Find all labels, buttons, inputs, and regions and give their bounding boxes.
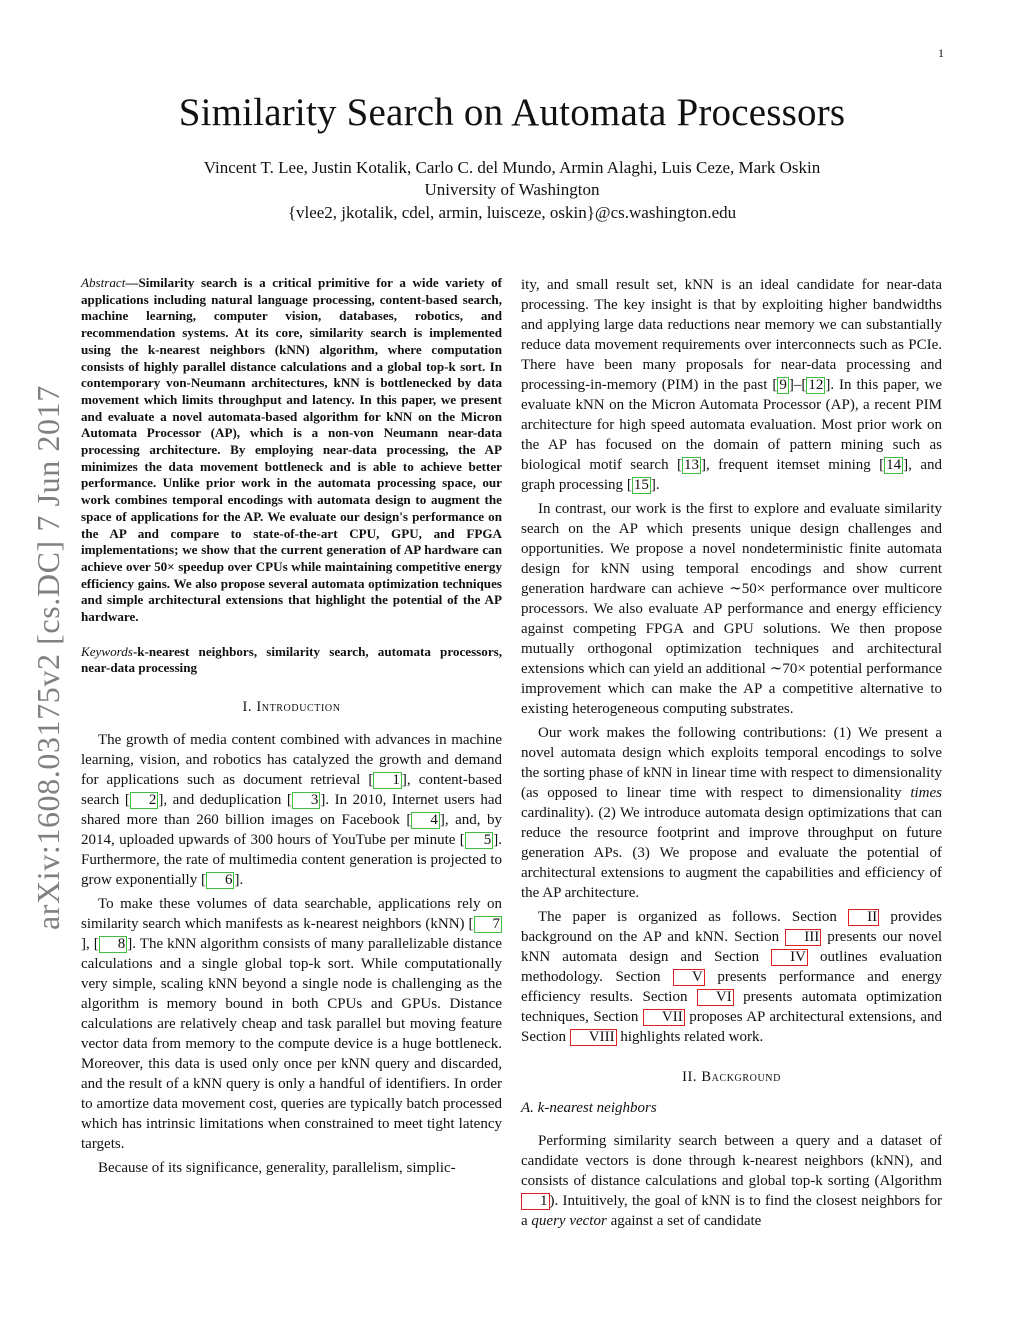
intro-paragraph-3-continued: ity, and small result set, kNN is an ideal candidate for near-data processing. The key insight is that by exploiting higher bandwidths and applying large data reductions near memory we can substantially reduce data movement requirements over interconnects such as PCIe. There have been many proposals for near-data processing and processing-in-memory (PIM) in the past [ 9 ]–[ 12 ]. In this paper, we evaluate kNN on the Micron Automata Processor (AP), a recent PIM architecture for high speed automata evaluation. Most prior work on the AP has focused on the domain of pattern mining such as biological motif search [ 13 ], frequent itemset mining [ 14 ], and graph processing [ 15 ]. — [521, 277, 942, 493]
intro-paragraph-5: Our work makes the following contributions: (1) We present a novel automata design which exploits temporal encodings to solve the sorting phase of kNN in linear time with respect to dimensionality (as opposed to linear time with respect to dimensionality times cardinality). (2) We introduce automata design optimizations that can reduce the resource footprint and improve throughput on future generation APs. (3) We propose and evaluate the potential of architectural extensions to augment the capabilities and efficiency of the AP architecture. — [521, 725, 942, 901]
keywords-label: Keywords — [81, 643, 133, 659]
citation-link[interactable]: 14 — [886, 457, 902, 473]
intro-paragraph-1: The growth of media content combined with advances in machine learning, vision, and robotics has catalyzed the growth and demand for applications such as document retrieval [ 1 ], content-based search [ 2 ], and deduplication [ 3 ]. In 2010, Internet users had shared more than 260 billion images on Facebook [ 4 ], and, by 2014, uploaded upwards of 300 hours of YouTube per minute [ 5 ]. Furthermore, the rate of multimedia content generation is projected to grow exponentially [ 6 ]. — [81, 732, 502, 889]
intro-paragraph-6: The paper is organized as follows. Section II provides background on the AP and kNN. Section III presents our novel kNN automata design and Section IV outlines evaluation methodology. Section V presents performance and energy efficiency results. Section VI presents automata optimization techniques, Section VII proposes AP architectural extensions, and Section VIII highlights related work. — [521, 909, 942, 1045]
citation-link[interactable]: 12 — [808, 377, 824, 393]
background-paragraph-1: Performing similarity search between a query and a dataset of candidate vectors is done through k-nearest neighbors (kNN), and consists of distance calculations and global top-k sorting (Algorithm 1 ). Intuitively, the goal of kNN is to find the closest neighbors for a query vector against a set of candidate — [521, 1133, 942, 1229]
left-column — [81, 275, 502, 1182]
citation-link[interactable]: 5 — [465, 832, 494, 849]
citation-link[interactable]: 4 — [411, 812, 440, 829]
paper-title: Similarity Search on Automata Processors — [178, 91, 846, 134]
keywords — [81, 644, 502, 677]
section-heading-introduction: I. Introduction — [242, 699, 341, 716]
intro-paragraph-4: In contrast, our work is the first to explore and evaluate similarity search on the AP which presents unique design challenges and opportunities. We propose a novel nondeterministic finite automata design for kNN using temporal encodings and show current generation hardware can achieve ∼50× performance over multicore processors. We also evaluate AP performance and energy efficiency against competing FPGA and GPU solutions. We then propose mutually orthogonal optimization techniques and architectural extensions which can yield an additional ∼70× potential performance improvement which can make the AP a competitive alternative to existing heterogeneous computing substrates. — [521, 501, 942, 717]
citation-link[interactable]: 6 — [206, 872, 235, 889]
citation-link[interactable]: 13 — [684, 457, 699, 473]
abstract-label: Abstract — [81, 275, 126, 290]
keywords-text: -k-nearest neighbors, similarity search, automata processors, near-data processing — [81, 643, 502, 676]
page-number: 1 — [938, 46, 944, 60]
citation-link[interactable]: 15 — [633, 477, 649, 493]
abstract — [81, 275, 502, 626]
citation-link[interactable]: 2 — [130, 792, 159, 809]
citation-link[interactable]: 9 — [779, 377, 787, 393]
citation-link[interactable]: 8 — [99, 936, 128, 953]
intro-paragraph-3: Because of its significance, generality, parallelism, simplic- — [98, 1160, 456, 1177]
citation-link[interactable]: 1 — [373, 772, 402, 789]
section-link[interactable]: IV — [771, 949, 808, 966]
right-column — [521, 275, 942, 1235]
algorithm-link[interactable]: 1 — [521, 1193, 550, 1210]
section-link[interactable]: III — [785, 929, 821, 946]
section-link[interactable]: V — [673, 969, 705, 986]
paper-header — [0, 90, 1024, 225]
author-list: Vincent T. Lee, Justin Kotalik, Carlo C. del Mundo, Armin Alaghi, Luis Ceze, Mark Oskin — [203, 157, 821, 177]
section-link[interactable]: II — [848, 909, 879, 926]
citation-link[interactable]: 3 — [292, 792, 321, 809]
citation-link[interactable]: 7 — [474, 916, 503, 933]
section-link[interactable]: VII — [643, 1009, 685, 1026]
section-link[interactable]: VI — [697, 989, 734, 1006]
arxiv-stamp[interactable]: arXiv:1608.03175v2 [cs.DC] 7 Jun 2017 — [30, 385, 66, 930]
intro-paragraph-2: To make these volumes of data searchable, applications rely on similarity search which manifests as k-nearest neighbors (kNN) [ 7], [ 8 ]. The kNN algorithm consists of many parallelizable distance calculations and a single global top-k sort. While computationally very simple, scaling kNN beyond a single node is challenging as the algorithm is memory bound in both CPUs and GPUs. Distance calculations are relatively cheap and task parallel but moving feature vector data from memory to the compute device is a huge bottleneck. Moreover, this data is used only once per kNN query and discarded, and the result of a kNN query is only a handful of identifiers. In order to amortize data movement cost, queries are typically batch processed which has intrinsic limitations when constrained to meet tight latency targets. — [81, 896, 502, 1153]
subsection-heading-knn: A. k-nearest neighbors — [521, 1100, 657, 1116]
section-link[interactable]: VIII — [570, 1029, 617, 1046]
section-heading-background: II. Background — [682, 1069, 781, 1085]
affiliation: University of Washington — [424, 179, 600, 199]
author-emails: {vlee2, jkotalik, cdel, armin, luisceze, oskin}@cs.washington.edu — [287, 202, 737, 222]
abstract-text: —Similarity search is a critical primitive for a wide variety of applications including natural language processing, content-based search, machine learning, computer vision, databases, robotics, and recommendation systems. At its core, similarity search is implemented using the k-nearest neighbors (kNN) algorithm, where computation consists of highly parallel distance calculations and a global top-k sort. In contemporary von-Neumann architectures, kNN is bottlenecked by data movement which limits throughput and latency. In this paper, we present and evaluate a novel automata-based algorithm for kNN on the Micron Automata Processor (AP), which is a non-von Neumann near-data processing architecture. By employing near-data processing, the AP minimizes the data movement bottleneck and is able to achieve better performance. Unlike prior work in the automata processing space, our work combines temporal encodings with automata design to augment the space of applications for the AP. We evaluate our design's performance on the AP and compare to state-of-the-art CPU, GPU, and FPGA implementations; we show that the current generation of AP hardware can achieve over 50× speedup over CPUs while maintaining competitive energy efficiency gains. We also propose several automata optimization techniques and simple architectural extensions that highlight the potential of the AP hardware. — [81, 275, 502, 625]
